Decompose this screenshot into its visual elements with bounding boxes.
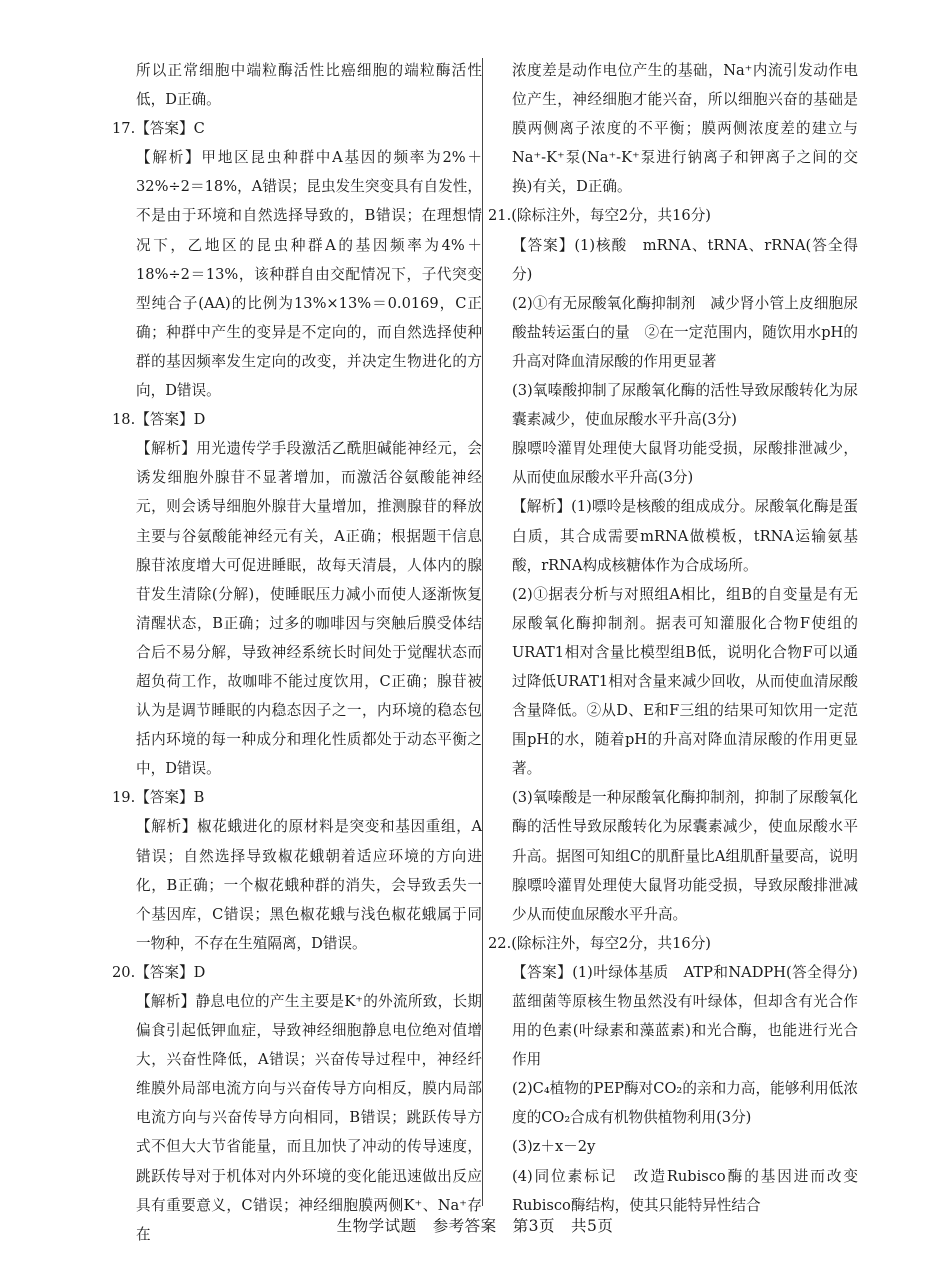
answer-paragraph: 浓度差是动作电位产生的基础，Na⁺内流引发动作电位产生，神经细胞才能兴奋，所以细胞兴奋的基础是膜两侧离子浓度的不平衡；膜两侧浓度差的建立与Na⁺-K⁺泵(Na⁺-K⁺泵进行钠离子和钾离子之间的交换)有关，D正确。 bbox=[512, 62, 858, 196]
answer-paragraph: 【解析】(1)嘌呤是核酸的组成成分。尿酸氧化酶是蛋白质，其合成需要mRNA做模板，tRNA运输氨基酸，rRNA构成核糖体作为合成场所。 bbox=[512, 498, 858, 574]
answer-paragraph: (3)氧嗪酸抑制了尿酸氧化酶的活性导致尿酸转化为尿囊素减少，使血尿酸水平升高(3分) bbox=[512, 382, 858, 429]
answer-paragraph: 【答案】(1)叶绿体基质 ATP和NADPH(答全得分) 蓝细菌等原核生物虽然没有叶绿体，但却含有光合作用的色素(叶绿素和藻蓝素)和光合酶，也能进行光合作用 bbox=[512, 963, 873, 1069]
answer-paragraph: 【解析】用光遗传学手段激活乙酰胆碱能神经元，会诱发细胞外腺苷不显著增加，而激活谷氨酸能神经元，则会诱导细胞外腺苷大量增加，推测腺苷的释放主要与谷氨酸能神经元有关，A正确；根据题干信息腺苷浓度增大可促进睡眠，故每天清晨，人体内的腺苷发生清除(分解)，使睡眠压力减小而使人逐渐恢复清醒状态，B正确；过多的咖啡因与突触后膜受体结合后不易分解，导致神经系统长时间处于觉醒状态而超负荷工作，故咖啡不能过度饮用，C正确；腺苷被认为是调节睡眠的内稳态因子之一，内环境的稳态包括内环境的每一种成分和理化性质都处于动态平衡之中，D错误。 bbox=[136, 440, 482, 778]
question-heading: 18.【答案】D bbox=[112, 411, 206, 429]
right-column bbox=[488, 56, 873, 1220]
question-heading: 17.【答案】C bbox=[112, 120, 205, 138]
answer-paragraph: (4)同位素标记 改造Rubisco酶的基因进而改变Rubisco酶结构，使其只能特异性结合 bbox=[512, 1167, 858, 1214]
answer-paragraph: (2)①有无尿酸氧化酶抑制剂 减少肾小管上皮细胞尿酸盐转运蛋白的量 ②在一定范围内，随饮用水pH的升高对降血清尿酸的作用更显著 bbox=[512, 294, 858, 370]
question-heading: 22.(除标注外，每空2分，共16分) bbox=[488, 934, 711, 952]
answer-paragraph: 【解析】静息电位的产生主要是K⁺的外流所致，长期偏食引起低钾血症，导致神经细胞静息电位绝对值增大，兴奋性降低，A错误；兴奋传导过程中，神经纤维膜外局部电流方向与兴奋传导方向相反，膜内局部电流方向与兴奋传导方向相同，B错误；跳跃传导方式不但大大节省能量，而且加快了冲动的传导速度，跳跃传导对于机体对内外环境的变化能迅速做出反应具有重要意义，C错误；神经细胞膜两侧K⁺、Na⁺存在 bbox=[136, 993, 482, 1243]
left-column bbox=[112, 56, 482, 1249]
answer-paragraph: 【解析】甲地区昆虫种群中A基因的频率为2%＋32%÷2＝18%，A错误；昆虫发生突变具有自发性，不是由于环境和自然选择导致的，B错误；在理想情况下，乙地区的昆虫种群A的基因频率为4%＋18%÷2＝13%，该种群自由交配情况下，子代突变型纯合子(AA)的比例为13%×13%＝0.0169，C正确；种群中产生的变异是不定向的，而自然选择使种群的基因频率发生定向的改变，并决定生物进化的方向，D错误。 bbox=[136, 149, 482, 400]
question-heading: 19.【答案】B bbox=[112, 789, 205, 807]
question-heading: 20.【答案】D bbox=[112, 963, 206, 981]
answer-paragraph: 腺嘌呤灌胃处理使大鼠肾功能受损，尿酸排泄减少，从而使血尿酸水平升高(3分) bbox=[512, 440, 858, 487]
answer-paragraph: (2)C₄植物的PEP酶对CO₂的亲和力高，能够利用低浓度的CO₂合成有机物供植物利用(3分) bbox=[512, 1080, 858, 1127]
answer-paragraph: 【答案】(1)核酸 mRNA、tRNA、rRNA(答全得分) bbox=[512, 236, 858, 283]
answer-paragraph: 【解析】椒花蛾进化的原材料是突变和基因重组，A错误；自然选择导致椒花蛾朝着适应环境的方向进化，B正确；一个椒花蛾种群的消失，会导致丢失一个基因库，C错误；黑色椒花蛾与浅色椒花蛾属于同一物种，不存在生殖隔离，D错误。 bbox=[136, 818, 482, 952]
page-footer: 生物学试题 参考答案 第3页 共5页 bbox=[336, 1217, 614, 1235]
question-heading: 21.(除标注外，每空2分，共16分) bbox=[488, 207, 711, 225]
answer-paragraph: (3)氧嗪酸是一种尿酸氧化酶抑制剂，抑制了尿酸氧化酶的活性导致尿酸转化为尿囊素减少，使血尿酸水平升高。据图可知组C的肌酐量比A组肌酐量要高，说明腺嘌呤灌胃处理使大鼠肾功能受损，导致尿酸排泄减少从而使血尿酸水平升高。 bbox=[512, 789, 858, 923]
answer-paragraph: 所以正常细胞中端粒酶活性比癌细胞的端粒酶活性低，D正确。 bbox=[136, 62, 482, 109]
answer-paragraph: (2)①据表分析与对照组A相比，组B的自变量是有无尿酸氧化酶抑制剂。据表可知灌服化合物F使组的URAT1相对含量比模型组B低，说明化合物F可以通过降低URAT1相对含量来减少回收，从而使血清尿酸含量降低。②从D、E和F三组的结果可知饮用一定范围pH的水，随着pH的升高对降血清尿酸的作用更显著。 bbox=[512, 585, 858, 778]
column-divider bbox=[482, 58, 483, 1206]
answer-paragraph: (3)z＋x－2y bbox=[512, 1138, 596, 1156]
